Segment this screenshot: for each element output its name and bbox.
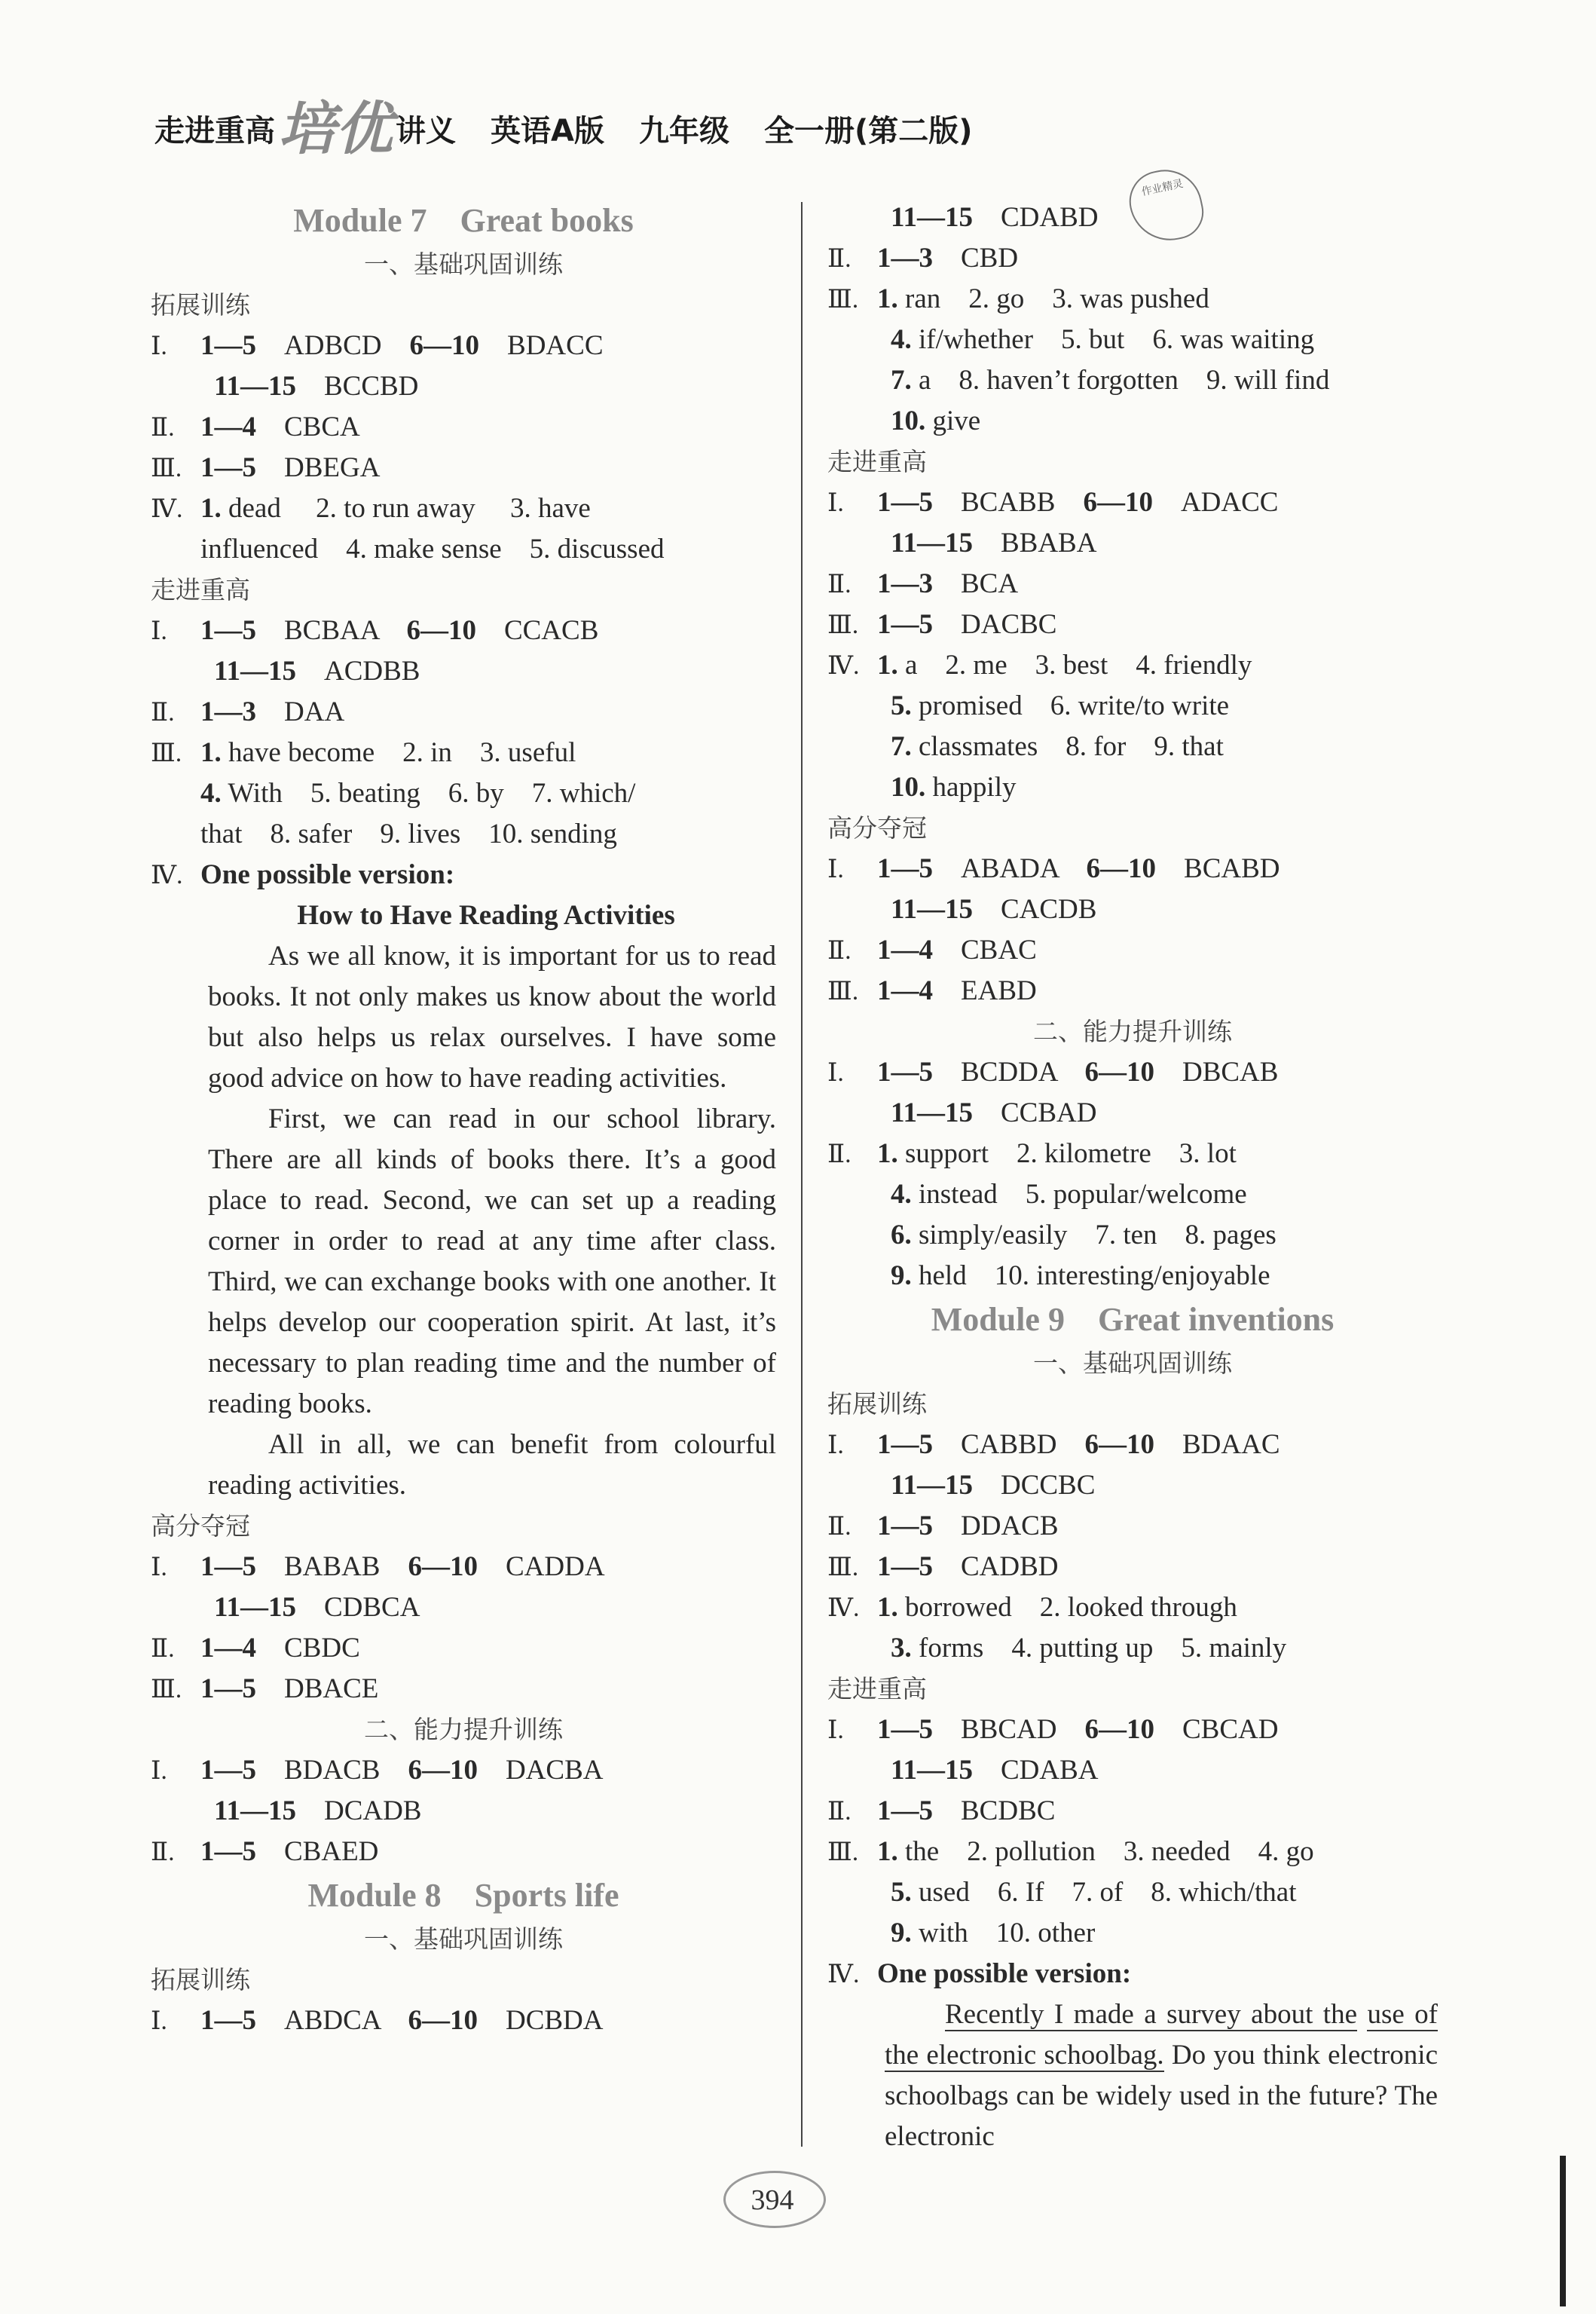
answer-row: Ⅲ. 1—5 DACBC: [827, 609, 1057, 640]
grade: 九年级: [638, 114, 729, 148]
essay-paragraph: First, we can read in our school library. There are all kinds of books there. It’s a good place to read. Second, we can set up a reading corner in order to read at any time after class. Third, we can exchange books with one another. It helps develop our cooperation spirit. At last, it’s necessary to plan reading time and the number of reading books.: [208, 1103, 776, 1419]
underlined-text: use of the electronic schoolbag.: [885, 1999, 1439, 2071]
answer-row: 7. a 8. haven’t forgotten 9. will find: [891, 365, 1330, 396]
column-divider: [801, 202, 803, 2147]
answer-row: Ⅰ. 1—5 BCABB 6—10 ADACC: [827, 487, 1279, 518]
volume: 全一册(第二版): [763, 114, 973, 148]
answer-row: Ⅱ. 1—4 CBAC: [827, 935, 1037, 966]
homework-stamp: 作业精灵: [1124, 163, 1209, 248]
answer-row: Ⅱ. 1—3 CBD: [827, 243, 1019, 274]
essay-paragraph: As we all know, it is important for us to read books. It not only makes us know about the world but also helps us relax ourselves. I have some good advice on how to have reading activities.: [208, 941, 776, 1094]
answer-row: 11—15 BCCBD: [214, 371, 419, 402]
answer-row: Ⅳ. One possible version:: [151, 859, 455, 890]
answer-row: influenced 4. make sense 5. discussed: [200, 534, 665, 565]
answer-row: 9. held 10. interesting/enjoyable: [891, 1260, 1270, 1291]
answer-row: Ⅳ. 1. dead 2. to run away 3. have: [151, 493, 591, 524]
answer-row: 4. instead 5. popular/welcome: [891, 1179, 1247, 1210]
answer-row: Ⅱ. 1. support 2. kilometre 3. lot: [827, 1138, 1237, 1169]
answer-row: Ⅲ. 1—5 DBACE: [151, 1673, 379, 1704]
subsection-zoujin: 走进重高: [151, 575, 250, 605]
answer-row: 11—15 CDABA: [891, 1755, 1099, 1786]
page-number: 394: [723, 2171, 859, 2230]
essay-paragraph: Recently I made a survey about the use of the electronic schoolbag. Do you think electronic schoolbags can be widely used in the future? The electronic: [885, 1999, 1439, 2152]
right-column: [827, 197, 1438, 2157]
subsection-zoujin: 走进重高: [827, 1674, 927, 1703]
answer-row: Ⅲ. 1—4 EABD: [827, 975, 1037, 1006]
page-edge: [1560, 2156, 1566, 2306]
answer-row: 11—15 DCCBC: [891, 1470, 1096, 1501]
answer-row: Ⅰ. 1—5 BBCAD 6—10 CBCAD: [827, 1714, 1279, 1745]
answer-row: 5. promised 6. write/to write: [891, 690, 1230, 721]
answer-row: Ⅰ. 1—5 ABDCA 6—10 DCBDA: [151, 2005, 604, 2036]
answer-row: Ⅲ. 1—5 CADBD: [827, 1551, 1059, 1582]
answer-row: Ⅰ. 1—5 BCDDA 6—10 DBCAB: [827, 1057, 1279, 1088]
answer-row: Ⅲ. 1. have become 2. in 3. useful: [151, 737, 576, 768]
subsection-zoujin: 走进重高: [827, 447, 927, 476]
answer-row: Ⅰ. 1—5 BABAB 6—10 CADDA: [151, 1551, 605, 1582]
answer-row: 9. with 10. other: [891, 1918, 1096, 1948]
answer-row: 11—15 CCBAD: [891, 1097, 1097, 1128]
answer-row: Ⅱ. 1—3 BCA: [827, 568, 1019, 599]
series-suffix: 讲义: [396, 114, 456, 148]
answer-row: 4. if/whether 5. but 6. was waiting: [891, 324, 1315, 355]
section-basic: 一、基础巩固训练: [364, 249, 563, 279]
answer-row: 3. forms 4. putting up 5. mainly: [891, 1633, 1287, 1664]
answer-row: Ⅱ. 1—3 DAA: [151, 696, 345, 727]
subsection-tuozhan: 拓展训练: [827, 1389, 927, 1419]
answer-row: Ⅱ. 1—5 CBAED: [151, 1836, 379, 1867]
answer-row: 11—15 DCADB: [214, 1795, 422, 1826]
module-8-title: Module 8 Sports life: [307, 1877, 619, 1914]
answer-row: 11—15 CDABD: [891, 202, 1099, 233]
section-basic: 一、基础巩固训练: [1033, 1348, 1232, 1378]
answer-row: Ⅰ. 1—5 ABADA 6—10 BCABD: [827, 853, 1280, 884]
answer-row: 6. simply/easily 7. ten 8. pages: [891, 1220, 1276, 1250]
answer-row: that 8. safer 9. lives 10. sending: [200, 819, 617, 849]
answer-row: Ⅲ. 1—5 DBEGA: [151, 452, 381, 483]
answer-row: Ⅰ. 1—5 ADBCD 6—10 BDACC: [151, 330, 604, 361]
module-9-title: Module 9 Great inventions: [931, 1301, 1335, 1338]
answer-row: 11—15 CACDB: [891, 894, 1097, 925]
answer-row: Ⅳ. One possible version:: [827, 1958, 1132, 1989]
module-7-title: Module 7 Great books: [293, 202, 634, 239]
subsection-gaofen: 高分夺冠: [151, 1511, 250, 1541]
answer-row: 10. happily: [891, 772, 1017, 803]
answer-row: 10. give: [891, 406, 981, 436]
answer-row: Ⅰ. 1—5 CABBD 6—10 BDAAC: [827, 1429, 1280, 1460]
essay-title: How to Have Reading Activities: [297, 900, 675, 931]
answer-row: Ⅳ. 1. a 2. me 3. best 4. friendly: [827, 650, 1252, 681]
page-header: [154, 83, 973, 165]
answer-row: 4. With 5. beating 6. by 7. which/: [200, 778, 636, 809]
subject: 英语A版: [491, 114, 604, 148]
series-logo: 培优: [278, 95, 393, 162]
answer-row: 7. classmates 8. for 9. that: [891, 731, 1224, 762]
answer-row: Ⅳ. 1. borrowed 2. looked through: [827, 1592, 1237, 1623]
answer-row: 11—15 CDBCA: [214, 1592, 420, 1623]
answer-row: 11—15 BBABA: [891, 528, 1097, 559]
subsection-gaofen: 高分夺冠: [827, 813, 927, 843]
subsection-tuozhan: 拓展训练: [151, 290, 250, 320]
series-name: 走进重高: [154, 114, 275, 148]
left-column: [151, 197, 776, 2041]
answer-row: Ⅰ. 1—5 BCBAA 6—10 CCACB: [151, 615, 599, 646]
answer-row: 11—15 ACDBB: [214, 656, 420, 687]
answer-row: Ⅲ. 1. the 2. pollution 3. needed 4. go: [827, 1836, 1314, 1867]
section-basic: 一、基础巩固训练: [364, 1924, 563, 1954]
answer-row: Ⅰ. 1—5 BDACB 6—10 DACBA: [151, 1755, 604, 1786]
answer-row: Ⅲ. 1. ran 2. go 3. was pushed: [827, 283, 1209, 314]
answer-row: Ⅱ. 1—5 DDACB: [827, 1511, 1059, 1541]
underlined-text: Recently I made a survey about the: [945, 1999, 1357, 2030]
essay-paragraph: All in all, we can benefit from colourful reading activities.: [208, 1429, 776, 1501]
answer-row: Ⅱ. 1—5 BCDBC: [827, 1795, 1056, 1826]
answer-row: 5. used 6. If 7. of 8. which/that: [891, 1877, 1297, 1908]
answer-row: Ⅱ. 1—4 CBCA: [151, 412, 360, 442]
section-advanced: 二、能力提升训练: [1033, 1017, 1232, 1046]
section-advanced: 二、能力提升训练: [364, 1715, 563, 1744]
subsection-tuozhan: 拓展训练: [151, 1965, 250, 1994]
answer-row: Ⅱ. 1—4 CBDC: [151, 1633, 360, 1664]
